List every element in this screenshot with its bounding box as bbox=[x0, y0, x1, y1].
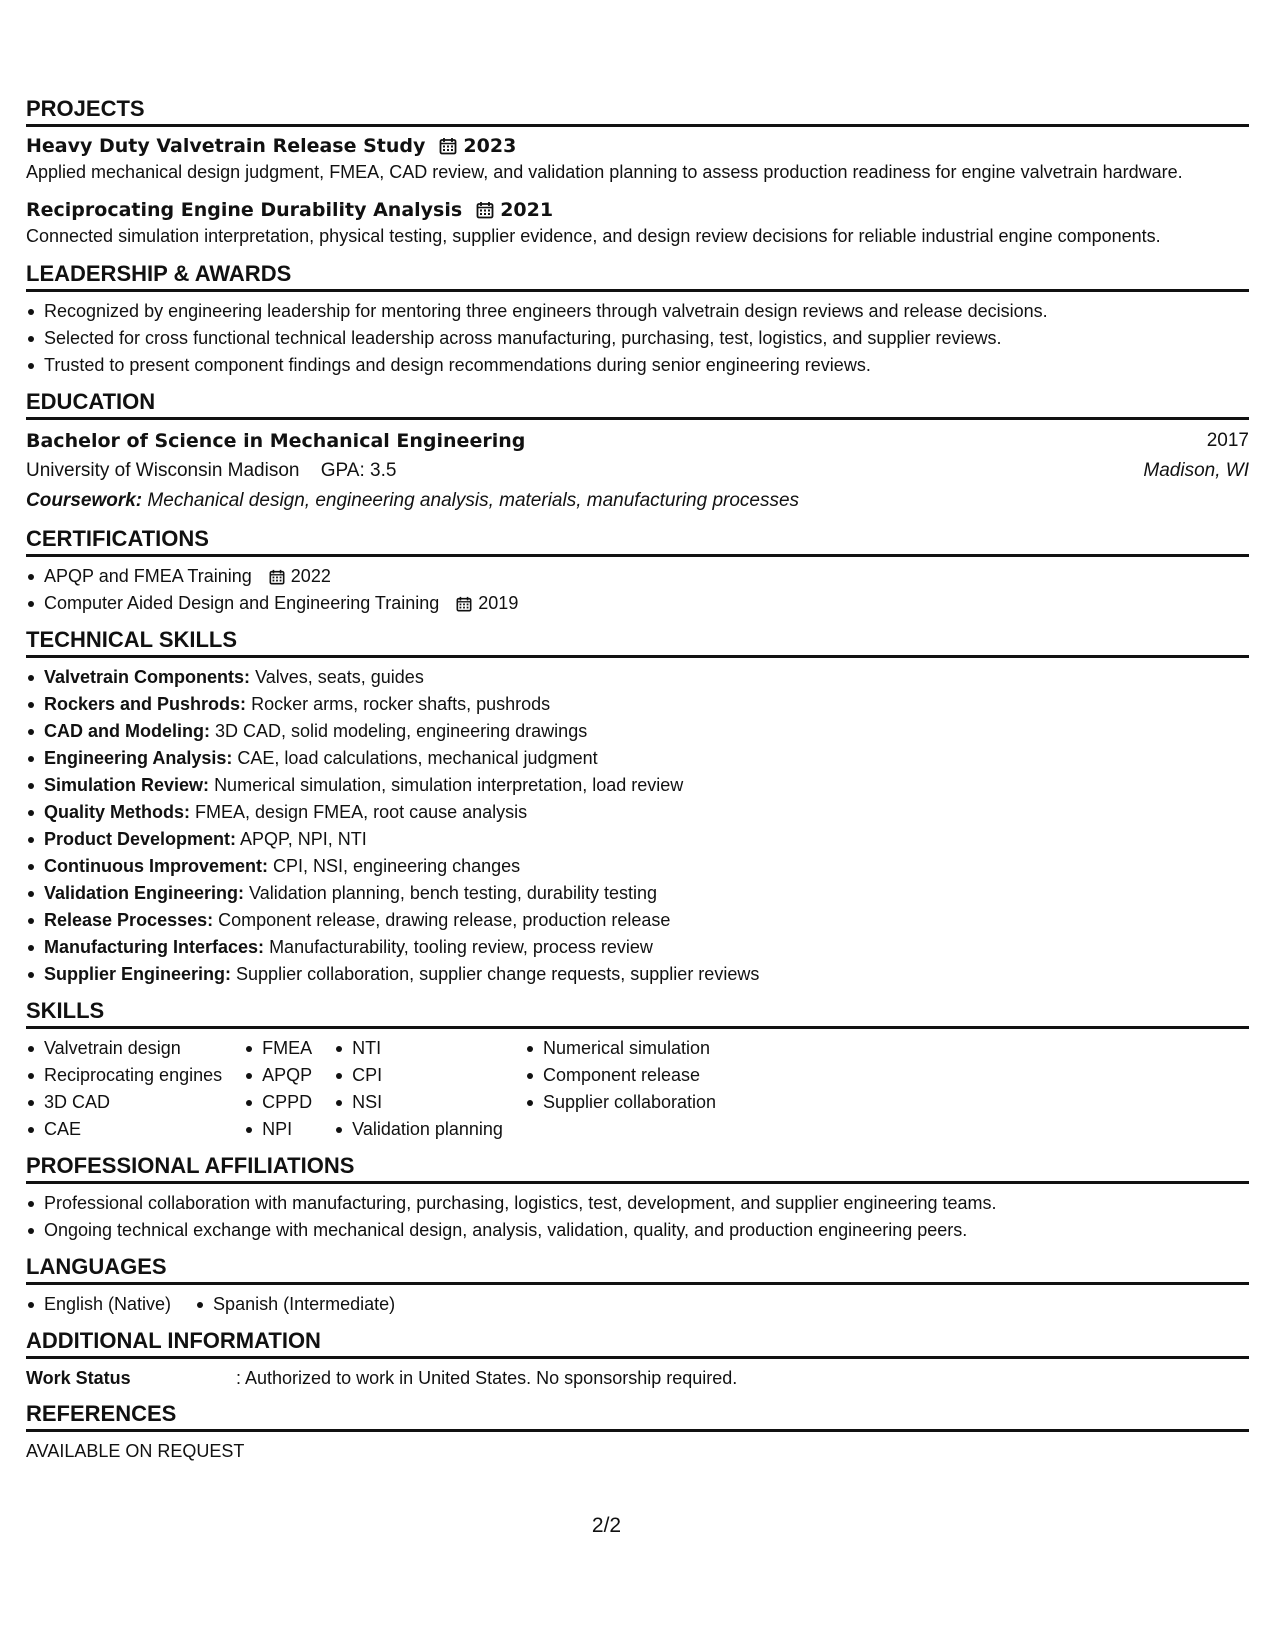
calendar-icon bbox=[456, 596, 472, 612]
list-item: Reciprocating engines bbox=[26, 1062, 222, 1089]
technical-skills-section bbox=[26, 627, 1249, 988]
list-item: CAE bbox=[26, 1116, 222, 1143]
skill-value: Component release, drawing release, production release bbox=[218, 910, 671, 930]
list-item bbox=[26, 907, 1249, 934]
coursework-label: Coursework: bbox=[26, 490, 143, 511]
list-item bbox=[26, 563, 1249, 590]
skill-label: Quality Methods: bbox=[44, 802, 191, 822]
list-item bbox=[26, 799, 1249, 826]
list-item bbox=[26, 961, 1249, 988]
certification-year: 2019 bbox=[478, 593, 519, 613]
skill-label: Valvetrain Components: bbox=[44, 667, 251, 687]
list-item: NTI bbox=[334, 1035, 503, 1062]
work-status-label: Work Status bbox=[26, 1368, 131, 1388]
list-item bbox=[26, 745, 1249, 772]
list-item bbox=[26, 826, 1249, 853]
list-item: Spanish (Intermediate) bbox=[195, 1291, 395, 1318]
skill-value: Valves, seats, guides bbox=[255, 667, 424, 687]
certification-name: Computer Aided Design and Engineering Training bbox=[44, 593, 440, 613]
list-item: Recognized by engineering leadership for mentoring three engineers through valvetrain design reviews and release decisions. bbox=[26, 298, 1249, 325]
certification-year: 2022 bbox=[290, 566, 331, 586]
list-item bbox=[26, 853, 1249, 880]
list-item: English (Native) bbox=[26, 1291, 171, 1318]
projects-section bbox=[26, 96, 1249, 249]
skill-value: CPI, NSI, engineering changes bbox=[273, 856, 521, 876]
skill-value: Validation planning, bench testing, durability testing bbox=[249, 883, 657, 903]
list-item bbox=[26, 590, 1249, 617]
list-item bbox=[26, 880, 1249, 907]
skill-label: CAD and Modeling: bbox=[44, 721, 210, 741]
list-item: Ongoing technical exchange with mechanical design, analysis, validation, quality, and production engineering peers. bbox=[26, 1217, 1249, 1244]
technical-skills-heading: TECHNICAL SKILLS bbox=[26, 627, 1249, 658]
list-item: Component release bbox=[525, 1062, 716, 1089]
skill-value: APQP, NPI, NTI bbox=[240, 829, 367, 849]
list-item: Supplier collaboration bbox=[525, 1089, 716, 1116]
affiliations-heading: PROFESSIONAL AFFILIATIONS bbox=[26, 1153, 1249, 1184]
skill-value: FMEA, design FMEA, root cause analysis bbox=[195, 802, 528, 822]
gpa: GPA: 3.5 bbox=[320, 460, 397, 481]
project-name: Heavy Duty Valvetrain Release Study bbox=[26, 135, 426, 157]
project-item bbox=[26, 197, 1249, 249]
skill-value: Rocker arms, rocker shafts, pushrods bbox=[251, 694, 551, 714]
coursework bbox=[26, 486, 1249, 516]
skills-column bbox=[334, 1035, 503, 1143]
list-item: CPPD bbox=[244, 1089, 312, 1116]
list-item: NPI bbox=[244, 1116, 312, 1143]
skill-label: Simulation Review: bbox=[44, 775, 210, 795]
project-year: 2023 bbox=[463, 135, 517, 157]
school-location: Madison, WI bbox=[1143, 460, 1249, 481]
list-item: FMEA bbox=[244, 1035, 312, 1062]
projects-heading: PROJECTS bbox=[26, 96, 1249, 127]
affiliations-section bbox=[26, 1153, 1249, 1244]
list-item: Numerical simulation bbox=[525, 1035, 716, 1062]
list-item bbox=[26, 934, 1249, 961]
list-item: 3D CAD bbox=[26, 1089, 222, 1116]
skill-value: Manufacturability, tooling review, process review bbox=[269, 937, 653, 957]
skills-column bbox=[244, 1035, 312, 1143]
additional-info-section bbox=[26, 1328, 1249, 1391]
skills-column bbox=[26, 1035, 222, 1143]
skill-value: CAE, load calculations, mechanical judgment bbox=[237, 748, 598, 768]
skill-value: Supplier collaboration, supplier change requests, supplier reviews bbox=[236, 964, 760, 984]
skill-label: Engineering Analysis: bbox=[44, 748, 233, 768]
references-section bbox=[26, 1401, 1249, 1464]
languages-section bbox=[26, 1254, 1249, 1318]
leadership-heading: LEADERSHIP & AWARDS bbox=[26, 261, 1249, 292]
certifications-heading: CERTIFICATIONS bbox=[26, 526, 1249, 557]
list-item bbox=[26, 691, 1249, 718]
project-year: 2021 bbox=[500, 199, 554, 221]
skill-label: Release Processes: bbox=[44, 910, 214, 930]
coursework-text: Mechanical design, engineering analysis, materials, manufacturing processes bbox=[147, 490, 800, 511]
degree: Bachelor of Science in Mechanical Engineering bbox=[26, 430, 526, 452]
education-section bbox=[26, 389, 1249, 516]
calendar-icon bbox=[439, 137, 457, 155]
certifications-section bbox=[26, 526, 1249, 617]
list-item: Validation planning bbox=[334, 1116, 503, 1143]
list-item: NSI bbox=[334, 1089, 503, 1116]
project-description: Applied mechanical design judgment, FMEA, CAD review, and validation planning to assess production readiness for engine valvetrain hardware. bbox=[26, 162, 1183, 182]
skills-column bbox=[525, 1035, 716, 1143]
education-heading: EDUCATION bbox=[26, 389, 1249, 420]
list-item: Trusted to present component findings and design recommendations during senior engineering reviews. bbox=[26, 352, 1249, 379]
calendar-icon bbox=[476, 201, 494, 219]
graduation-year: 2017 bbox=[1206, 430, 1249, 451]
skill-label: Continuous Improvement: bbox=[44, 856, 268, 876]
skill-label: Product Development: bbox=[44, 829, 237, 849]
additional-info-heading: ADDITIONAL INFORMATION bbox=[26, 1328, 1249, 1359]
skill-label: Validation Engineering: bbox=[44, 883, 245, 903]
skill-value: Numerical simulation, simulation interpretation, load review bbox=[214, 775, 684, 795]
list-item: CPI bbox=[334, 1062, 503, 1089]
languages-heading: LANGUAGES bbox=[26, 1254, 1249, 1285]
list-item: Valvetrain design bbox=[26, 1035, 222, 1062]
skill-label: Rockers and Pushrods: bbox=[44, 694, 247, 714]
school-name: University of Wisconsin Madison bbox=[26, 460, 300, 481]
leadership-section bbox=[26, 261, 1249, 379]
calendar-icon bbox=[269, 569, 285, 585]
skill-label: Manufacturing Interfaces: bbox=[44, 937, 265, 957]
skills-section bbox=[26, 998, 1249, 1143]
project-description: Connected simulation interpretation, physical testing, supplier evidence, and design review decisions for reliable industrial engine components. bbox=[26, 226, 1161, 246]
list-item bbox=[26, 772, 1249, 799]
certification-name: APQP and FMEA Training bbox=[44, 566, 252, 586]
project-item bbox=[26, 133, 1249, 185]
skill-value: 3D CAD, solid modeling, engineering drawings bbox=[215, 721, 588, 741]
list-item: Professional collaboration with manufacturing, purchasing, logistics, test, development, and supplier engineering teams. bbox=[26, 1190, 1249, 1217]
list-item bbox=[26, 718, 1249, 745]
page-number: 2/2 bbox=[591, 1514, 622, 1537]
list-item bbox=[26, 664, 1249, 691]
references-text: AVAILABLE ON REQUEST bbox=[26, 1441, 245, 1461]
work-status-value: : Authorized to work in United States. No sponsorship required. bbox=[236, 1368, 738, 1388]
references-heading: REFERENCES bbox=[26, 1401, 1249, 1432]
list-item: APQP bbox=[244, 1062, 312, 1089]
skills-heading: SKILLS bbox=[26, 998, 1249, 1029]
project-name: Reciprocating Engine Durability Analysis bbox=[26, 199, 463, 221]
skill-label: Supplier Engineering: bbox=[44, 964, 232, 984]
list-item: Selected for cross functional technical leadership across manufacturing, purchasing, test, logistics, and supplier reviews. bbox=[26, 325, 1249, 352]
